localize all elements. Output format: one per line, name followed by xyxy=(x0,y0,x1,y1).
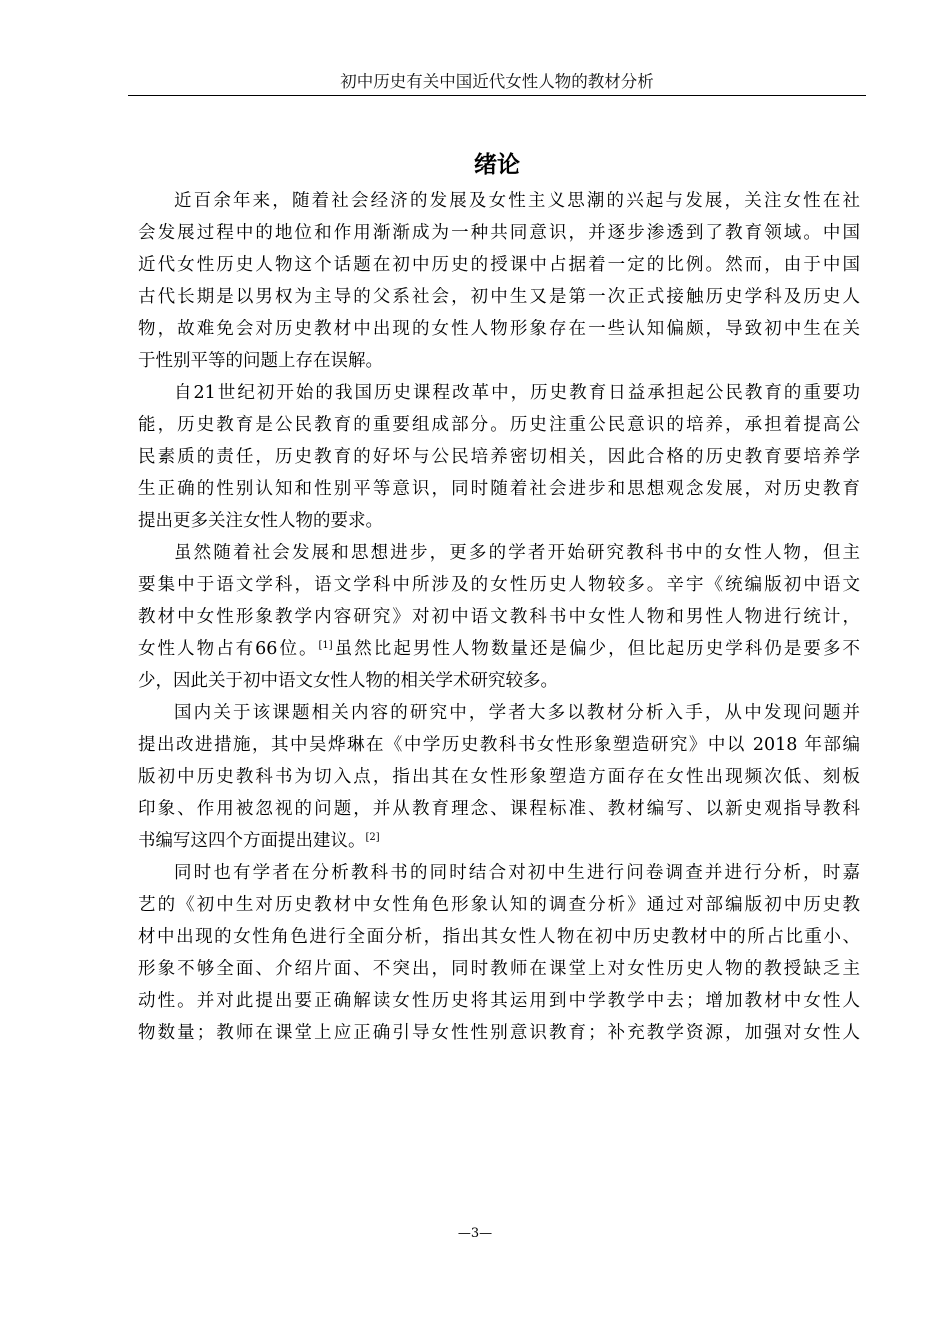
text-line: 艺的《初中生对历史教材中女性角色形象认知的调查分析》通过对部编版初中历史教 xyxy=(138,895,860,915)
paragraph-2 xyxy=(138,377,860,537)
section-title: 绪论 xyxy=(474,152,520,178)
page-number: —3— xyxy=(457,1226,493,1241)
text-line: 近百余年来，随着社会经济的发展及女性主义思潮的兴起与发展，关注女性在社 xyxy=(174,191,860,211)
text-segment: 女性人物占有66位。 xyxy=(138,639,319,659)
text-line: 物数量；教师在课堂上应正确引导女性性别意识教育；补充教学资源，加强对女性人 xyxy=(138,1023,860,1043)
paragraph-4 xyxy=(138,697,860,857)
text-line: 提出更多关注女性人物的要求。 xyxy=(138,511,383,531)
paragraph-3 xyxy=(138,537,860,697)
text-line: 教材中女性形象教学内容研究》对初中语文教科书中女性人物和男性人物进行统计， xyxy=(138,607,860,627)
text-line: 物，故难免会对历史教材中出现的女性人物形象存在一些认知偏颇，导致初中生在关 xyxy=(138,319,860,339)
text-line: 会发展过程中的地位和作用渐渐成为一种共同意识，并逐步渗透到了教育领域。中国 xyxy=(138,223,860,243)
text-line: 虽然随着社会发展和思想进步，更多的学者开始研究教科书中的女性人物，但主 xyxy=(174,543,860,563)
text-line: 同时也有学者在分析教科书的同时结合对初中生进行问卷调查并进行分析，时嘉 xyxy=(174,863,860,883)
text-line: 提出改进措施，其中吴烨琳在《中学历史教科书女性形象塑造研究》中以 2018 年部编 xyxy=(138,735,860,755)
paragraph-1 xyxy=(138,185,860,377)
text-line: 版初中历史教科书为切入点，指出其在女性形象塑造方面存在女性出现频次低、刻板 xyxy=(138,767,860,787)
text-line: 于性别平等的问题上存在误解。 xyxy=(138,351,383,371)
text-line-with-citation xyxy=(138,633,860,665)
text-line-with-citation xyxy=(138,825,860,857)
citation-ref: [1] xyxy=(318,640,333,651)
running-header: 初中历史有关中国近代女性人物的教材分析 xyxy=(340,72,654,91)
text-line: 材中出现的女性角色进行全面分析，指出其女性人物在初中历史教材中的所占比重小、 xyxy=(138,927,860,947)
citation-ref: [2] xyxy=(365,832,380,843)
paragraph-5 xyxy=(138,857,860,1049)
text-line: 要集中于语文学科，语文学科中所涉及的女性历史人物较多。辛宇《统编版初中语文 xyxy=(138,575,860,595)
text-line: 生正确的性别认知和性别平等意识，同时随着社会进步和思想观念发展，对历史教育 xyxy=(138,479,860,499)
text-line: 少，因此关于初中语文女性人物的相关学术研究较多。 xyxy=(138,671,558,691)
text-line: 民素质的责任，历史教育的好坏与公民培养密切相关，因此合格的历史教育要培养学 xyxy=(138,447,860,467)
body-text xyxy=(138,185,860,1049)
text-line: 印象、作用被忽视的问题，并从教育理念、课程标准、教材编写、以新史观指导教科 xyxy=(138,799,860,819)
text-line: 形象不够全面、介绍片面、不突出，同时教师在课堂上对女性历史人物的教授缺乏主 xyxy=(138,959,860,979)
text-line: 古代长期是以男权为主导的父系社会，初中生又是第一次正式接触历史学科及历史人 xyxy=(138,287,860,307)
text-segment: 书编写这四个方面提出建议。 xyxy=(138,831,366,851)
text-segment: 虽然比起男性人物数量还是偏少，但比起历史学科仍是要多不 xyxy=(332,639,860,659)
text-line: 自21世纪初开始的我国历史课程改革中，历史教育日益承担起公民教育的重要功 xyxy=(174,383,860,403)
header-rule xyxy=(128,95,866,96)
text-line: 动性。并对此提出要正确解读女性历史将其运用到中学教学中去；增加教材中女性人 xyxy=(138,991,860,1011)
text-line: 能，历史教育是公民教育的重要组成部分。历史注重公民意识的培养，承担着提高公 xyxy=(138,415,860,435)
text-line: 国内关于该课题相关内容的研究中，学者大多以教材分析入手，从中发现问题并 xyxy=(174,703,860,723)
text-line: 近代女性历史人物这个话题在初中历史的授课中占据着一定的比例。然而，由于中国 xyxy=(138,255,860,275)
